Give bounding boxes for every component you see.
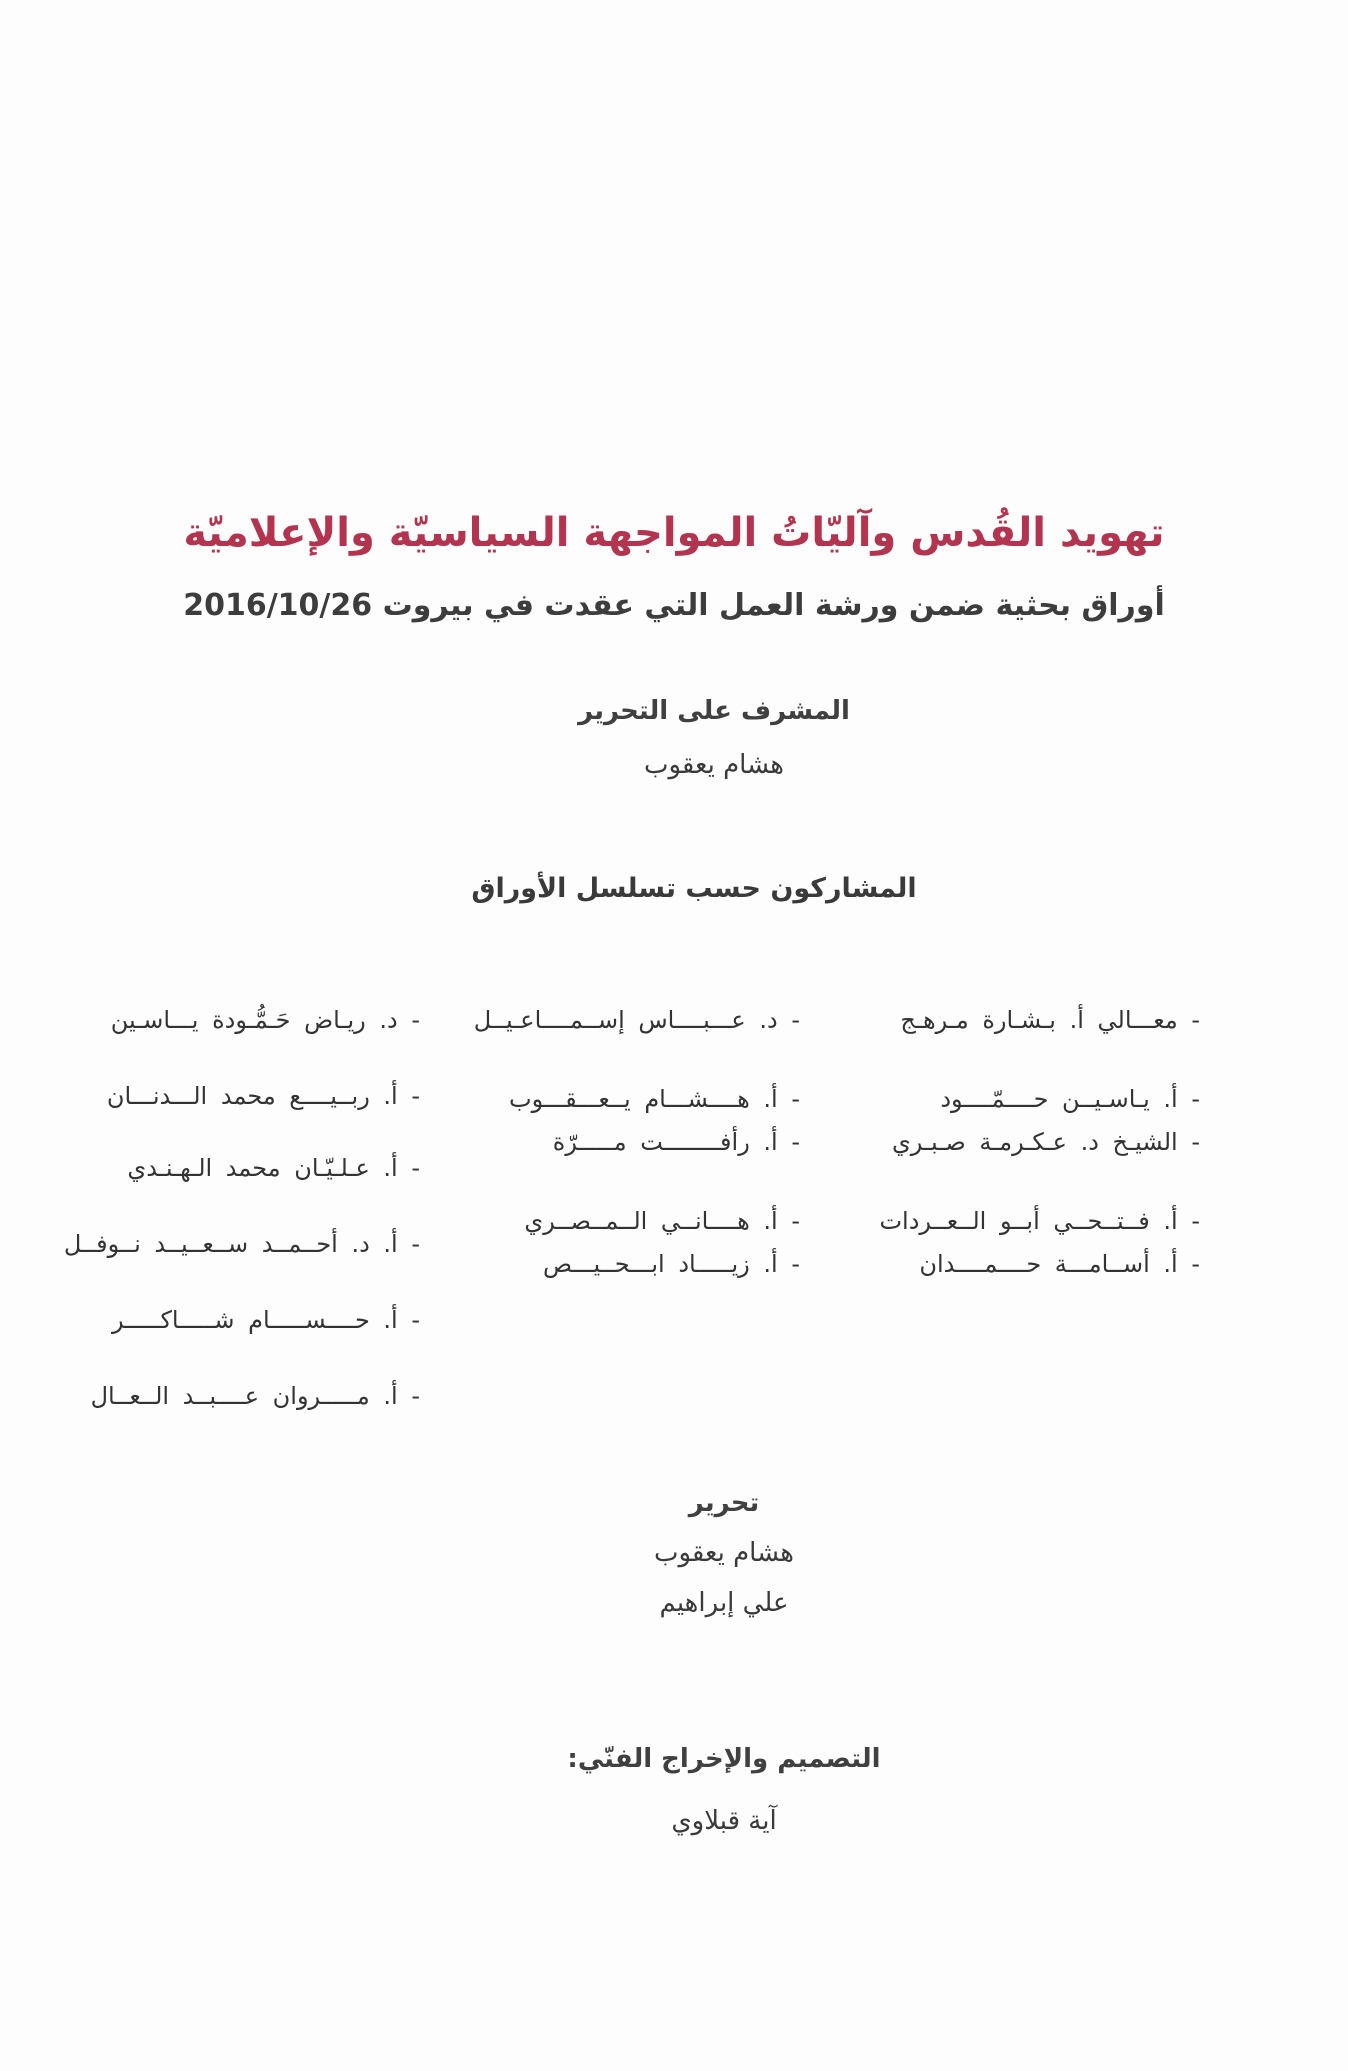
- participant-item: - أ. زيـــــاد ابـــحــيـــص: [542, 1250, 800, 1278]
- participant-item: - د. عـــبــــاس إســمــــاعـيــل: [473, 1006, 800, 1034]
- workshop-date: 2016/10/26: [183, 588, 373, 623]
- designer-name: آية قبلاوي: [671, 1806, 777, 1836]
- book-title: تهويد القُدس وآليّاتُ المواجهة السياسيّة والإعلاميّة: [183, 510, 1165, 556]
- participants-column-2: [420, 1000, 800, 1452]
- design-label: التصميم والإخراج الفنّي:: [567, 1744, 881, 1774]
- participant-item: - أ. حــــســـــام شـــــاكـــــر: [112, 1306, 420, 1334]
- participant-item: - أ. فــتــحــي أبــو الــعــردات: [879, 1207, 1200, 1235]
- book-subtitle: [0, 588, 1348, 623]
- participants-column-3: [30, 1000, 420, 1452]
- participant-item: - د. ريـاض حَـمُّـودة يـــاسـين: [110, 1006, 420, 1034]
- participant-item: - أ. مـــــروان عــــبــد الــعــال: [90, 1382, 420, 1410]
- participant-item: - أ. هــــشـــام يــعـــقـــوب: [509, 1085, 800, 1113]
- editing-label: تحرير: [688, 1488, 760, 1518]
- participant-item: - أ. رأفــــــــت مـــــرّة: [552, 1128, 800, 1156]
- editor-name: علي إبراهيم: [659, 1588, 789, 1618]
- participant-item: - أ. عـلـيّـان محمد الـهـنـدي: [127, 1154, 420, 1182]
- participant-item: - أ. ربــيــــع محمد الـــدنـــان: [106, 1082, 420, 1110]
- participant-item: - أ. يـاسـيــن حــــمّــــود: [940, 1085, 1200, 1113]
- participant-item: - أ. هــــانــي الــمــصــري: [524, 1207, 800, 1235]
- participants-column-1: [800, 1000, 1200, 1452]
- supervisor-label: المشرف على التحرير: [578, 696, 850, 726]
- supervisor-name: هشام يعقوب: [643, 750, 785, 780]
- participant-item: - أ. د. أحــمــد ســعــيــد نــوفــل: [63, 1230, 420, 1258]
- participants-heading: المشاركون حسب تسلسل الأوراق: [471, 873, 917, 904]
- editor-name: هشام يعقوب: [653, 1538, 795, 1568]
- participant-item: - معـــالي أ. بـشـارة مـرهـج: [900, 1006, 1200, 1034]
- participant-item: - أ. أســامـــة حــــمــــدان: [919, 1250, 1200, 1278]
- participant-item: - الشيـخ د. عـكـرمـة صـبـري: [892, 1128, 1200, 1156]
- subtitle-text: أوراق بحثية ضمن ورشة العمل التي عقدت في بيروت: [382, 588, 1165, 623]
- participants-list: [30, 1000, 1200, 1452]
